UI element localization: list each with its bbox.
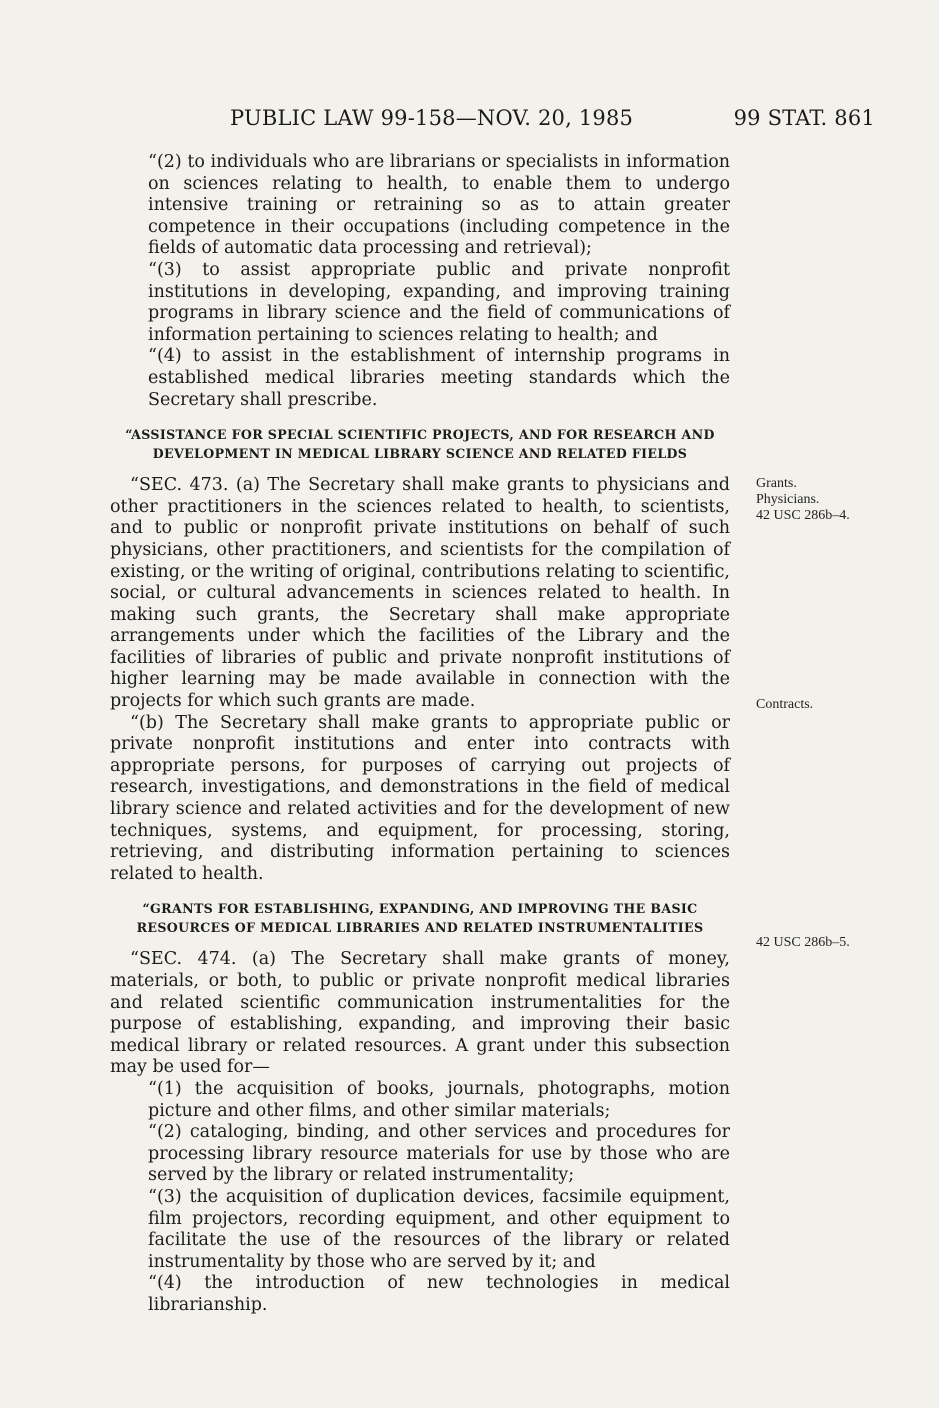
section-473-b: “(b) The Secretary shall make grants to appropriate public or private nonprofit institutions and enter into contracts with appropriate persons, for purposes of carrying out projects of research, investigations, and demonstrations in the field of medical library science and related activities and for the development of new techniques, systems, and equipment, for processing, storing, retrieving, and distributing information pertaining to sciences related to health. — [110, 712, 730, 884]
margin-note-grants — [756, 476, 850, 524]
margin-note-usc-5-line: 42 USC 286b–5. — [756, 935, 850, 950]
paragraph-4-text: “(4) to assist in the establishment of internship programs in established medical libraries meeting standards which the Secretary shall prescribe. — [148, 346, 730, 410]
section-heading-473-line2: DEVELOPMENT IN MEDICAL LIBRARY SCIENCE AND RELATED FIELDS — [152, 446, 688, 462]
item-4: “(4) the introduction of new technologies in medical librarianship. — [148, 1273, 730, 1315]
section-heading-473 — [110, 425, 730, 463]
body-text — [110, 152, 730, 1317]
section-heading-473-line1: “ASSISTANCE FOR SPECIAL SCIENTIFIC PROJECTS, AND FOR RESEARCH AND — [125, 427, 715, 443]
statute-page-number: 99 STAT. 861 — [733, 106, 875, 130]
paragraph-3 — [110, 260, 730, 346]
law-title: PUBLIC LAW 99-158—NOV. 20, 1985 — [230, 106, 634, 130]
margin-note-physicians-line: Physicians. — [756, 492, 820, 507]
section-474-a: “SEC. 474. (a) The Secretary shall make grants of money, materials, or both, to public or private nonprofit medical libraries and related scientific communication instrumentalities for the purpose of establishing, expanding, and improving their basic medical library or related resources. A grant under this subsection may be used for— — [110, 949, 730, 1078]
margin-note-usc-5 — [756, 935, 850, 951]
section-heading-474-line1: “GRANTS FOR ESTABLISHING, EXPANDING, AND IMPROVING THE BASIC — [142, 901, 698, 917]
item-2: “(2) cataloging, binding, and other services and procedures for processing library resource materials for use by those who are served by the library or related instrumentality; — [148, 1122, 730, 1186]
margin-note-contracts-line: Contracts. — [756, 697, 814, 712]
margin-note-usc-4: 42 USC 286b–4. — [756, 508, 850, 523]
paragraph-2-text: “(2) to individuals who are librarians or specialists in information on sciences relating to health, to enable them to undergo intensive training or retraining so as to attain greater competence in their occupations (including competence in the fields of automatic data processing and retrieval); — [148, 152, 730, 259]
paragraph-2 — [110, 152, 730, 260]
item-1: “(1) the acquisition of books, journals, photographs, motion picture and other films, and other similar materials; — [148, 1078, 730, 1121]
section-heading-474-line2: RESOURCES OF MEDICAL LIBRARIES AND RELATED INSTRUMENTALITIES — [136, 920, 704, 936]
paragraph-4 — [110, 346, 730, 411]
page-header — [230, 106, 875, 138]
margin-note-grants-line: Grants. — [756, 476, 797, 491]
paragraph-3-text: “(3) to assist appropriate public and private nonprofit institutions in developing, expanding, and improving training programs in library science and the field of communications of information pertaining to sciences relating to health; and — [148, 259, 730, 345]
margin-note-contracts — [756, 697, 813, 713]
section-heading-474 — [110, 899, 730, 937]
section-473-a: “SEC. 473. (a) The Secretary shall make grants to physicians and other practitioners in the sciences related to health, to scientists, and to public or nonprofit private institutions on behalf of such physicians, other practitioners, and scientists for the compilation of existing, or the writing of original, contributions relating to scientific, social, or cultural advancements in sciences related to health. In making such grants, the Secretary shall make appropriate arrangements under which the facilities of the Library and the facilities of libraries of public and private nonprofit institutions of higher learning may be made available in connection with the projects for which such grants are made. — [110, 475, 730, 712]
item-3: “(3) the acquisition of duplication devices, facsimile equipment, film projectors, recording equipment, and other equipment to facilitate the use of the resources of the library or related instrumentality by those who are served by it; and — [148, 1186, 730, 1272]
